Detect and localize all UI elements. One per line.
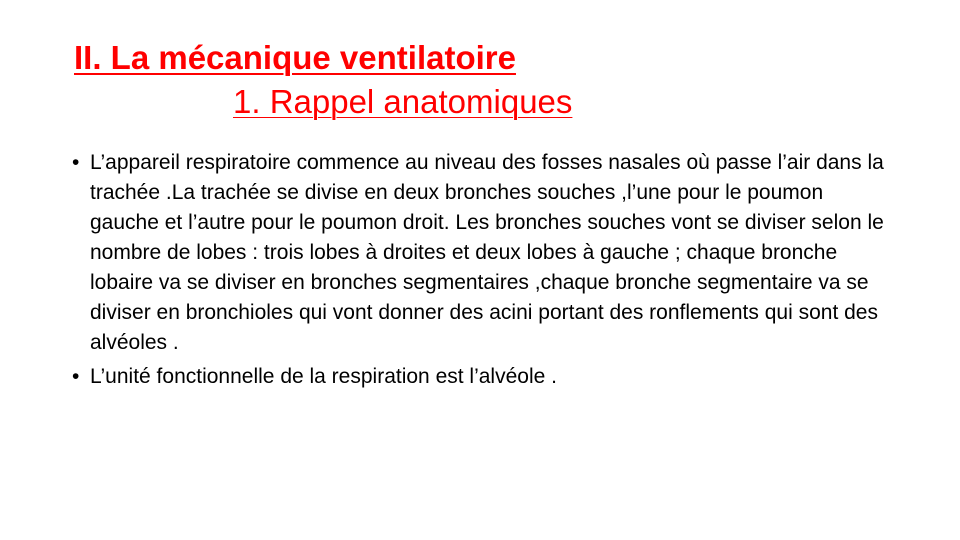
slide-title: II. La mécanique ventilatoire [74, 39, 516, 76]
bullet-list [72, 148, 892, 396]
bullet-icon: • [72, 151, 80, 174]
slide-title-block [74, 36, 894, 124]
bullet-text: L’appareil respiratoire commence au niveau des fosses nasales où passe l’air dans la trachée .La trachée se divise en deux bronches souches ,l’une pour le poumon gauche et l’autre pour le poumon droit. Les bronches souches vont se diviser selon le nombre de lobes : trois lobes à droites et deux lobes à gauche ; chaque bronche lobaire va se diviser en bronches segmentaires ,chaque bronche segmentaire va se diviser en bronchioles qui vont donner des acini portant des ronflements qui sont des alvéoles . [90, 151, 884, 354]
bullet-text: L’unité fonctionnelle de la respiration est l’alvéole . [90, 365, 557, 388]
bullet-item [72, 148, 892, 358]
bullet-icon: • [72, 365, 80, 388]
bullet-item [72, 362, 892, 392]
slide-subtitle: 1. Rappel anatomiques [233, 83, 573, 120]
